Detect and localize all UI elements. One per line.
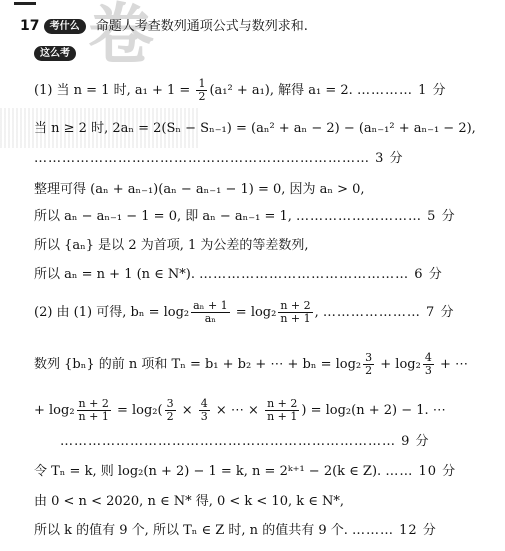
fraction: $\frac{n + 2}{n + 1}$ bbox=[267, 397, 298, 423]
solution-line-14: 所以 k 的值有 9 个, 所以 Tₙ ∈ Z 时, n 的值共有 9 个. ……… 12 分 bbox=[34, 523, 437, 538]
solution-line-1: (1) 当 n = 1 时, a₁ + 1 = $\frac{1}{2}$ (a₁² + a₁), 解得 a₁ = 2. ………… 1 分 bbox=[34, 77, 447, 103]
score-mark: ………………… 7 分 bbox=[322, 305, 455, 320]
score-mark: ……… 12 分 bbox=[352, 523, 437, 538]
question-header bbox=[20, 18, 308, 35]
fraction: $\frac{4}{3}$ bbox=[424, 351, 432, 377]
fraction: $\frac{n + 2}{n + 1}$ bbox=[78, 397, 109, 423]
solution-line-6: 所以 {aₙ} 是以 2 为首项, 1 为公差的等差数列, bbox=[34, 238, 309, 253]
solution-line-4: 整理可得 (aₙ + aₙ₋₁)(aₙ − aₙ₋₁ − 1) = 0, 因为 aₙ > 0, bbox=[34, 182, 365, 197]
question-title: 命题人考查数列通项公式与数列求和. bbox=[95, 19, 308, 34]
badge-what-tested: 考什么 bbox=[44, 19, 86, 34]
solution-line-8: (2) 由 (1) 可得, bₙ = log₂ $\frac{\text{aₙ + 1}}{\text{aₙ}}$ = log₂ $\frac{n + 2}{n + 1}$ , ………………… 7 分 bbox=[34, 299, 455, 325]
score-mark: ………… 1 分 bbox=[356, 83, 447, 98]
score-mark: ……………………………………………………………… 3 分 bbox=[34, 151, 404, 166]
fraction: $\frac{3}{2}$ bbox=[166, 397, 174, 423]
solution-line-9: 数列 {bₙ} 的前 n 项和 Tₙ = b₁ + b₂ + ⋯ + bₙ = log₂ $\frac{3}{2}$ + log₂ $\frac{4}{3}$ + ⋯ bbox=[34, 351, 468, 377]
top-rule bbox=[14, 2, 36, 5]
score-mark: ……………………………………… 6 分 bbox=[199, 267, 443, 282]
score-mark: ……………………………………………………………… 9 分 bbox=[60, 434, 430, 449]
fraction: $\frac{\text{aₙ + 1}}{\text{aₙ}}$ bbox=[193, 299, 228, 325]
watermark: 卷 bbox=[88, 0, 150, 73]
question-number: 17 bbox=[20, 18, 40, 34]
solution-line-10: + log₂ $\frac{n + 2}{n + 1}$ = log₂( $\frac{3}{2}$ × $\frac{4}{3}$ × ⋯ × $\frac{n + 2}{n + 1}$ ) = log₂(n + 2) − 1. ⋯ bbox=[34, 397, 446, 423]
solution-line-5: 所以 aₙ − aₙ₋₁ − 1 = 0, 即 aₙ − aₙ₋₁ = 1, ……………………… 5 分 bbox=[34, 209, 456, 224]
solution-line-3 bbox=[34, 151, 404, 167]
fraction: $\frac{4}{3}$ bbox=[200, 397, 208, 423]
solution-line-13: 由 0 < n < 2020, n ∈ N* 得, 0 < k < 10, k ∈ N*, bbox=[34, 494, 345, 509]
badge-how-tested: 这么考 bbox=[34, 46, 76, 61]
solution-line-11 bbox=[60, 434, 430, 450]
fraction: $\frac{1}{2}$ bbox=[198, 77, 206, 103]
solution-line-7: 所以 aₙ = n + 1 (n ∈ N*). ……………………………………… 6 分 bbox=[34, 267, 443, 282]
score-mark: ……………………… 5 分 bbox=[296, 209, 456, 224]
score-mark: …… 10 分 bbox=[385, 464, 457, 479]
solution-line-12: 令 Tₙ = k, 则 log₂(n + 2) − 1 = k, n = 2ᵏ⁺¹ − 2(k ∈ Z). …… 10 分 bbox=[34, 464, 457, 479]
how-tested-row bbox=[34, 46, 76, 62]
fraction: $\frac{n + 2}{n + 1}$ bbox=[280, 299, 311, 325]
fraction: $\frac{3}{2}$ bbox=[365, 351, 373, 377]
solution-line-2: 当 n ≥ 2 时, 2aₙ = 2(Sₙ − Sₙ₋₁) = (aₙ² + aₙ − 2) − (aₙ₋₁² + aₙ₋₁ − 2), bbox=[34, 121, 476, 136]
